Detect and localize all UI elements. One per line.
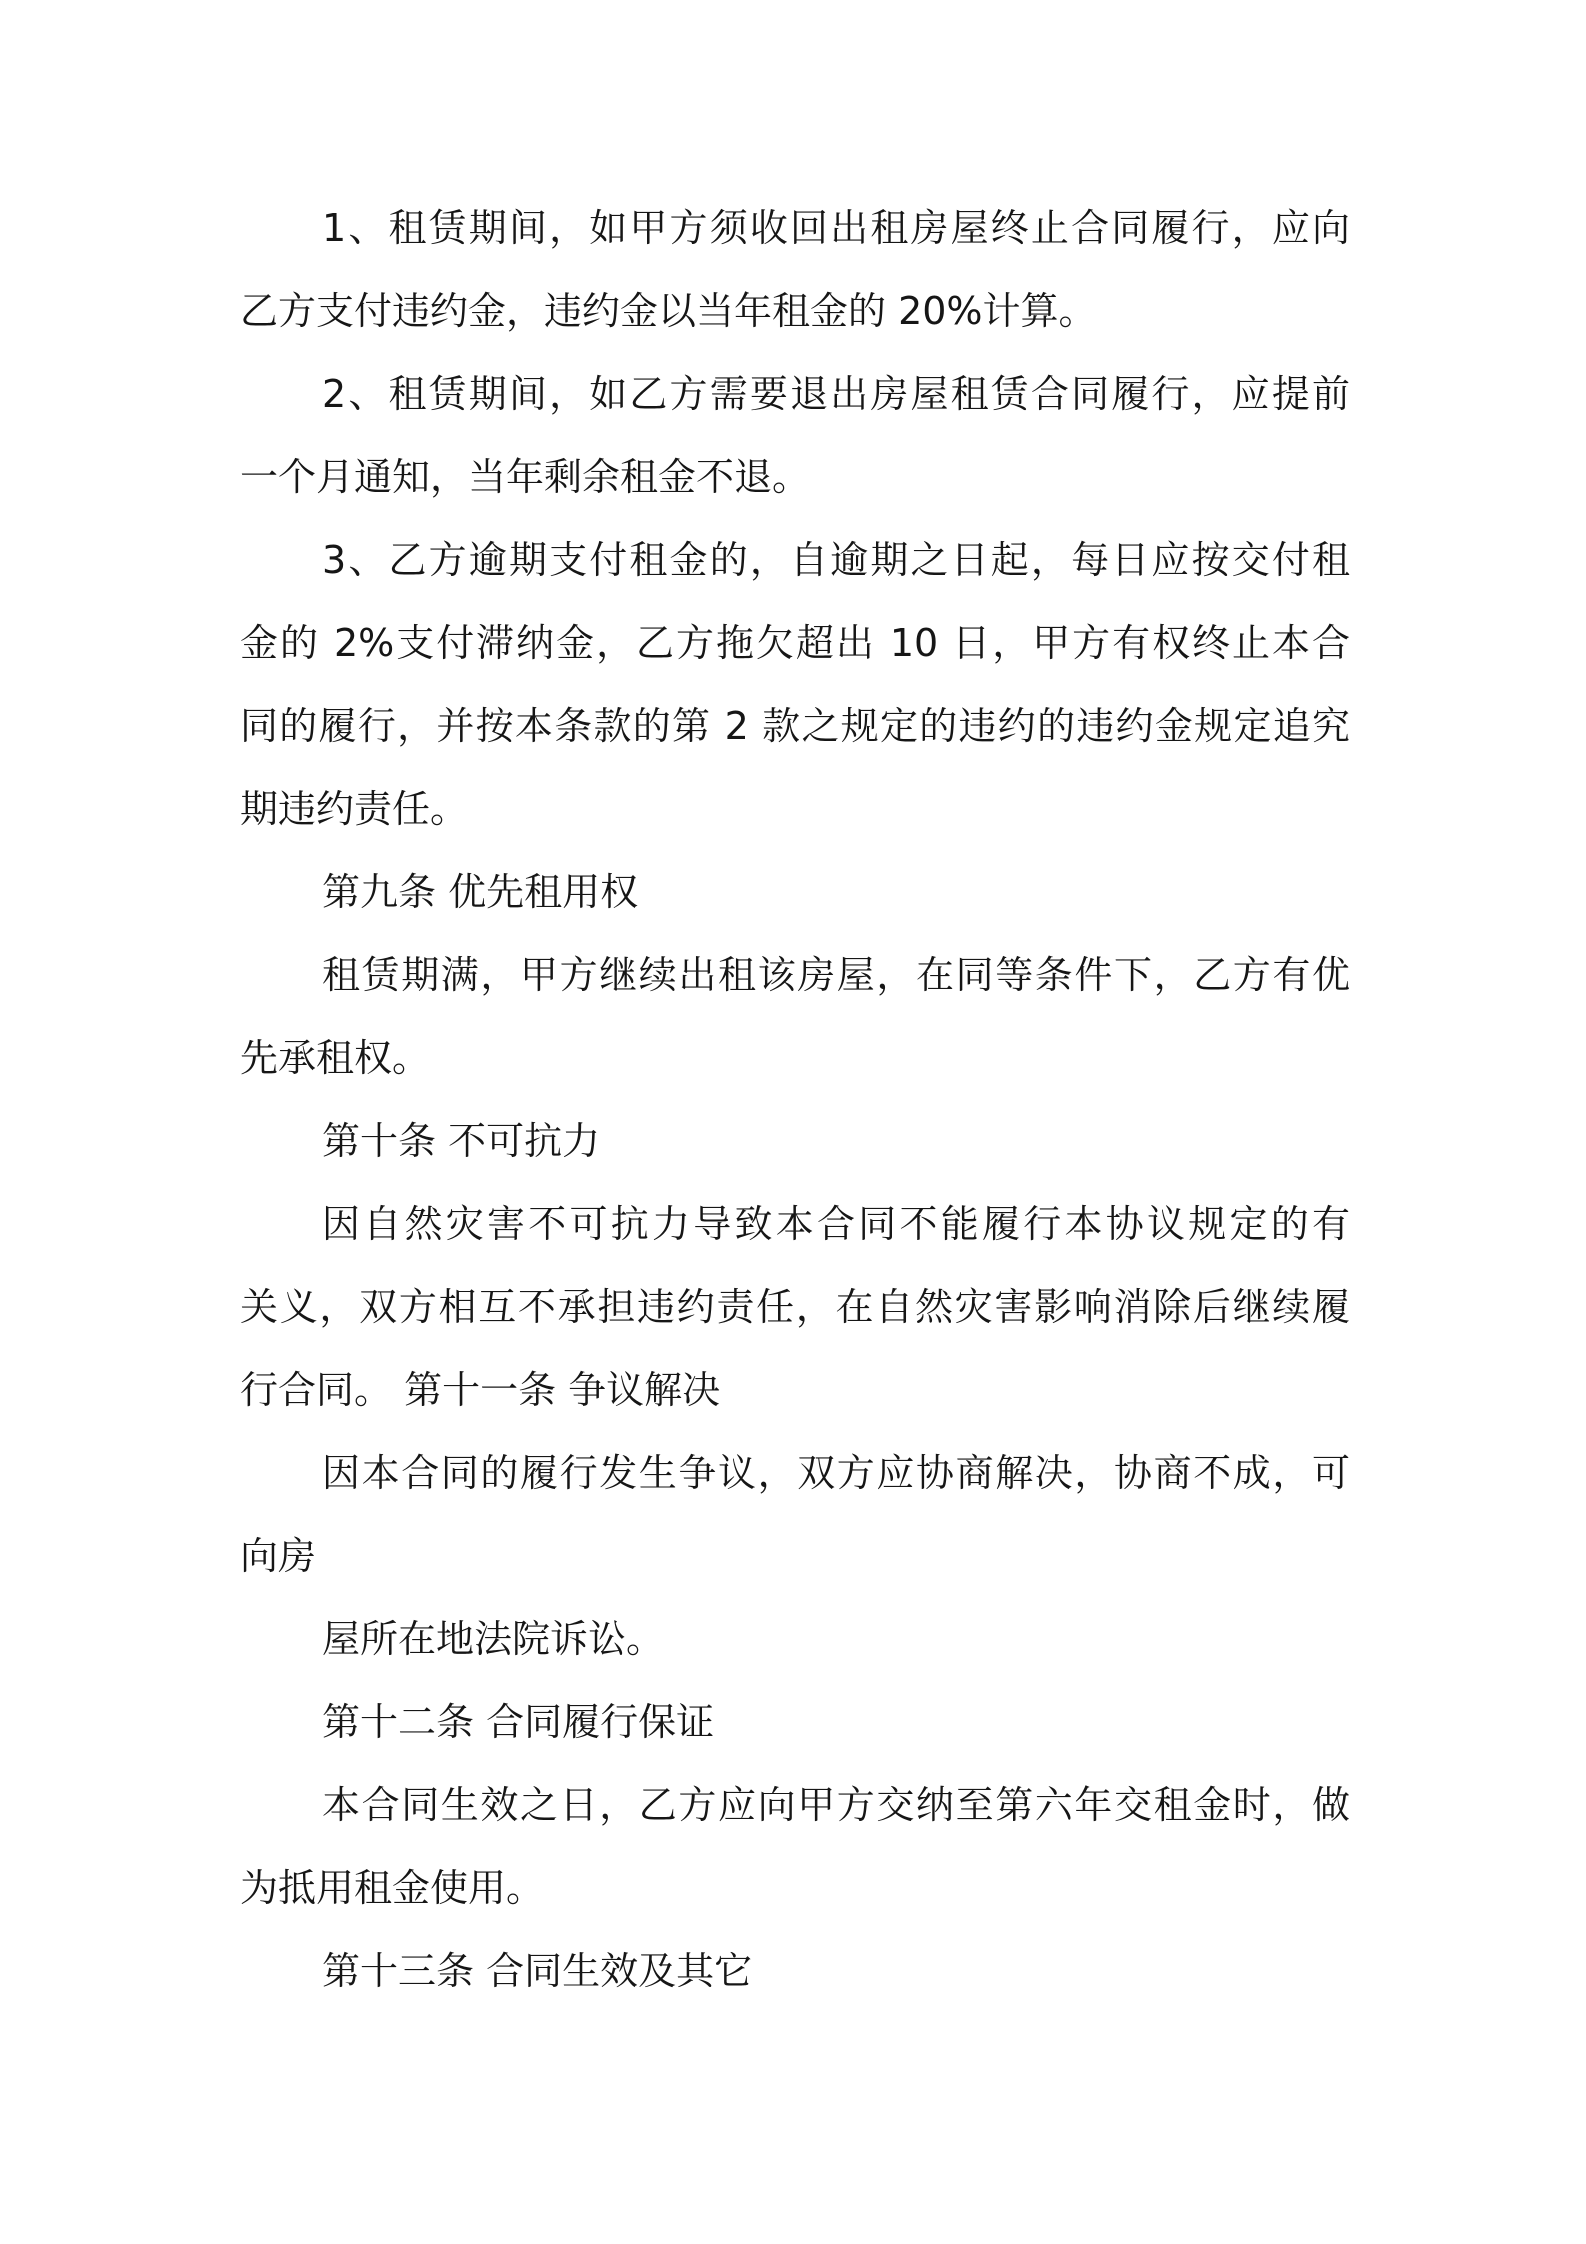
clause-8-item-3-line-3: 同的履行，并按本条款的第 2 款之规定的违约的违约金规定追究 xyxy=(240,704,1350,748)
clause-11-text-line-1: 因本合同的履行发生争议，双方应协商解决，协商不成，可 xyxy=(322,1451,1350,1495)
clause-10-heading: 第十条 不可抗力 xyxy=(322,1119,601,1163)
clause-12-text-line-2: 为抵用租金使用。 xyxy=(240,1866,545,1910)
clause-9-text-line-1: 租赁期满，甲方继续出租该房屋，在同等条件下，乙方有优 xyxy=(322,953,1350,997)
clause-10-text-line-2: 关义，双方相互不承担违约责任，在自然灾害影响消除后继续履 xyxy=(240,1285,1350,1329)
clause-12-text-line-1: 本合同生效之日，乙方应向甲方交纳至第六年交租金时，做 xyxy=(322,1783,1350,1827)
clause-10-text-line-1: 因自然灾害不可抗力导致本合同不能履行本协议规定的有 xyxy=(322,1202,1350,1246)
clause-10-text-line-3-and-clause-11-heading: 行合同。 第十一条 争议解决 xyxy=(240,1368,721,1412)
clause-9-heading: 第九条 优先租用权 xyxy=(322,870,639,914)
clause-8-item-3-line-1: 3、乙方逾期支付租金的，自逾期之日起，每日应按交付租 xyxy=(322,538,1350,582)
clause-8-item-3-line-2: 金的 2%支付滞纳金，乙方拖欠超出 10 日，甲方有权终止本合 xyxy=(240,621,1350,665)
clause-8-item-1-line-2: 乙方支付违约金，违约金以当年租金的 20%计算。 xyxy=(240,289,1097,333)
clause-13-heading: 第十三条 合同生效及其它 xyxy=(322,1949,753,1993)
clause-8-item-1-line-1: 1、租赁期间，如甲方须收回出租房屋终止合同履行，应向 xyxy=(322,206,1350,250)
clause-11-text-line-2: 向房 xyxy=(240,1534,317,1578)
clause-9-text-line-2: 先承租权。 xyxy=(240,1036,431,1080)
clause-8-item-2-line-2: 一个月通知，当年剩余租金不退。 xyxy=(240,455,811,499)
clause-8-item-3-line-4: 期违约责任。 xyxy=(240,787,469,831)
clause-8-item-2-line-1: 2、租赁期间，如乙方需要退出房屋租赁合同履行，应提前 xyxy=(322,372,1350,416)
clause-11-text-line-3: 屋所在地法院诉讼。 xyxy=(322,1617,665,1661)
clause-12-heading: 第十二条 合同履行保证 xyxy=(322,1700,715,1744)
